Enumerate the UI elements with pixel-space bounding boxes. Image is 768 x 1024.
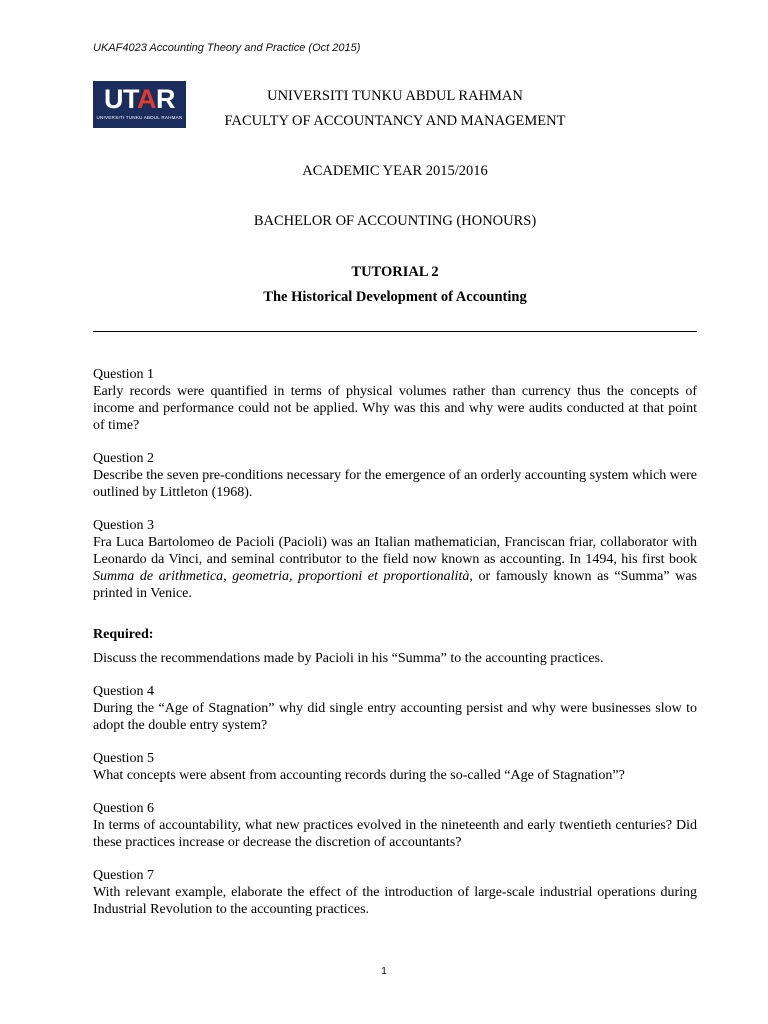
question-3-text-after: , or famously known as “Summa” was printed in Venice.: [93, 569, 697, 601]
university-name: UNIVERSITI TUNKU ABDUL RAHMAN: [267, 88, 523, 104]
title-divider: [93, 331, 697, 332]
question-7-text: With relevant example, elaborate the effect of the introduction of large-scale industrial operations during Industrial Revolution to the accounting practices.: [93, 885, 697, 917]
academic-year: ACADEMIC YEAR 2015/2016: [302, 163, 488, 179]
page-number: 1: [381, 966, 387, 977]
question-4-text: During the “Age of Stagnation” why did single entry accounting persist and why were businesses slow to adopt the double entry system?: [93, 701, 697, 733]
logo-subtitle: UNIVERSITI TUNKU ABDUL RAHMAN: [96, 115, 183, 120]
question-3-required-text: Discuss the recommendations made by Pacioli in his “Summa” to the accounting practices.: [93, 651, 604, 666]
logo-word-prefix: UT: [104, 84, 137, 114]
question-4-title: Question 4: [93, 684, 155, 699]
question-1-title: Question 1: [93, 367, 155, 382]
logo-word-accent: A: [137, 84, 156, 114]
question-6-text: In terms of accountability, what new practices evolved in the nineteenth and early twentieth centuries? Did these practices increase or decrease the discretion of accountants?: [93, 818, 697, 850]
running-header: UKAF4023 Accounting Theory and Practice (Oct 2015): [93, 42, 361, 54]
question-3-text-before: Fra Luca Bartolomeo de Pacioli (Pacioli) was an Italian mathematician, Franciscan friar, collaborator with Leonardo da Vinci, and seminal contributor to the field now known as accounting. In 1494, his first book: [93, 535, 697, 567]
question-7-title: Question 7: [93, 868, 155, 883]
question-3-text: [93, 534, 697, 602]
tutorial-topic: The Historical Development of Accounting: [263, 289, 527, 305]
question-3-book-title: Summa de arithmetica, geometria, proportioni et proportionalità: [93, 569, 470, 584]
question-5-text: What concepts were absent from accounting records during the so-called “Age of Stagnation”?: [93, 768, 625, 783]
question-3-required-label: Required:: [93, 627, 154, 642]
question-2-text: Describe the seven pre-conditions necessary for the emergence of an orderly accounting system which were outlined by Littleton (1968).: [93, 468, 697, 500]
question-1-text: Early records were quantified in terms of physical volumes rather than currency thus the concepts of income and performance could not be applied. Why was this and why were audits conducted at that point of time?: [93, 384, 697, 433]
programme-name: BACHELOR OF ACCOUNTING (HONOURS): [253, 213, 537, 229]
logo-word-suffix: R: [156, 84, 175, 114]
question-3-title: Question 3: [93, 518, 155, 533]
tutorial-heading: TUTORIAL 2: [351, 264, 439, 280]
question-2-title: Question 2: [93, 451, 155, 466]
question-5-title: Question 5: [93, 751, 155, 766]
faculty-name: FACULTY OF ACCOUNTANCY AND MANAGEMENT: [224, 113, 566, 129]
question-6-title: Question 6: [93, 801, 155, 816]
